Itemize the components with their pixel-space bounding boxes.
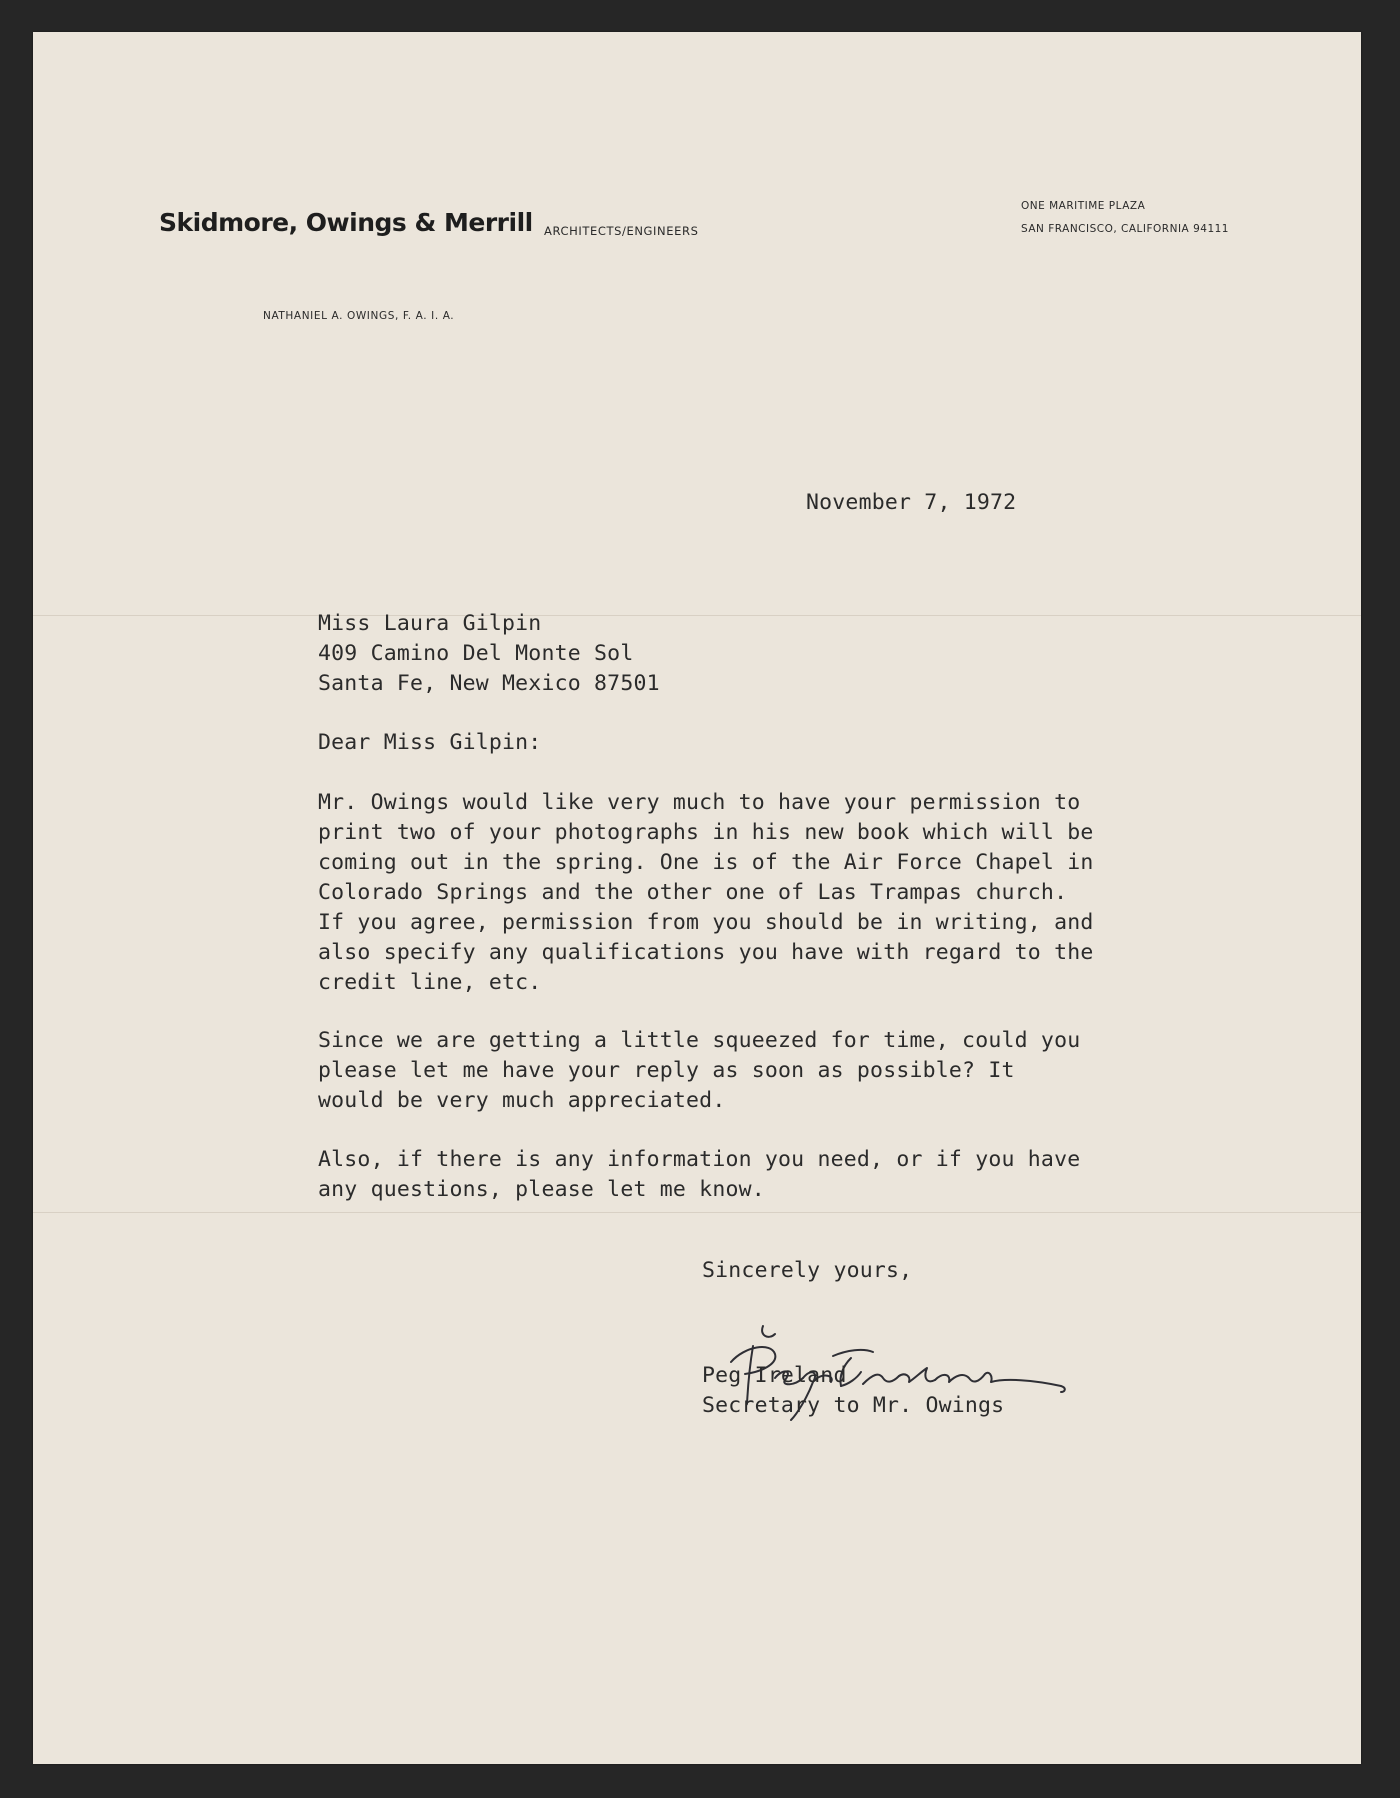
salutation: [318, 728, 541, 758]
body-paragraph-3: [318, 1145, 1080, 1205]
letterhead-firm-name: Skidmore, Owings & Merrill: [159, 208, 533, 237]
paragraph-line: also specify any qualifications you have with regard to the: [318, 940, 1094, 965]
salutation-text: Dear Miss Gilpin:: [318, 730, 542, 755]
recipient-line: Santa Fe, New Mexico 87501: [318, 671, 660, 696]
paragraph-line: Colorado Springs and the other one of Las Trampas church.: [318, 880, 1068, 905]
letterhead-address-line1: ONE MARITIME PLAZA: [1021, 200, 1146, 212]
closing: Sincerely yours,: [702, 1258, 913, 1283]
letterhead-discipline: ARCHITECTS/ENGINEERS: [544, 224, 699, 238]
signer-title: Secretary to Mr. Owings: [702, 1393, 1005, 1418]
paragraph-line: print two of your photographs in his new book which will be: [318, 820, 1094, 845]
fold-line-upper: [33, 615, 1361, 616]
paragraph-line: Mr. Owings would like very much to have your permission to: [318, 790, 1081, 815]
letter-date: November 7, 1972: [806, 490, 1017, 515]
fold-line-lower: [33, 1212, 1361, 1213]
paragraph-line: Also, if there is any information you need, or if you have: [318, 1147, 1081, 1172]
paragraph-line: please let me have your reply as soon as possible? It: [318, 1058, 1015, 1083]
letter-paper: [33, 32, 1361, 1764]
body-paragraph-2: [318, 1026, 1080, 1116]
paragraph-line: any questions, please let me know.: [318, 1177, 765, 1202]
recipient-address: [318, 609, 660, 699]
letterhead-address-line2: SAN FRANCISCO, CALIFORNIA 94111: [1021, 223, 1229, 235]
paragraph-line: credit line, etc.: [318, 970, 542, 995]
paragraph-line: would be very much appreciated.: [318, 1088, 726, 1113]
signer-name: Peg Ireland: [702, 1363, 847, 1388]
paragraph-line: coming out in the spring. One is of the Air Force Chapel in: [318, 850, 1094, 875]
recipient-line: Miss Laura Gilpin: [318, 611, 542, 636]
letterhead-partner: NATHANIEL A. OWINGS, F. A. I. A.: [263, 310, 455, 322]
body-paragraph-1: [318, 788, 1094, 998]
paragraph-line: If you agree, permission from you should be in writing, and: [318, 910, 1094, 935]
recipient-line: 409 Camino Del Monte Sol: [318, 641, 634, 666]
paragraph-line: Since we are getting a little squeezed for time, could you: [318, 1028, 1081, 1053]
